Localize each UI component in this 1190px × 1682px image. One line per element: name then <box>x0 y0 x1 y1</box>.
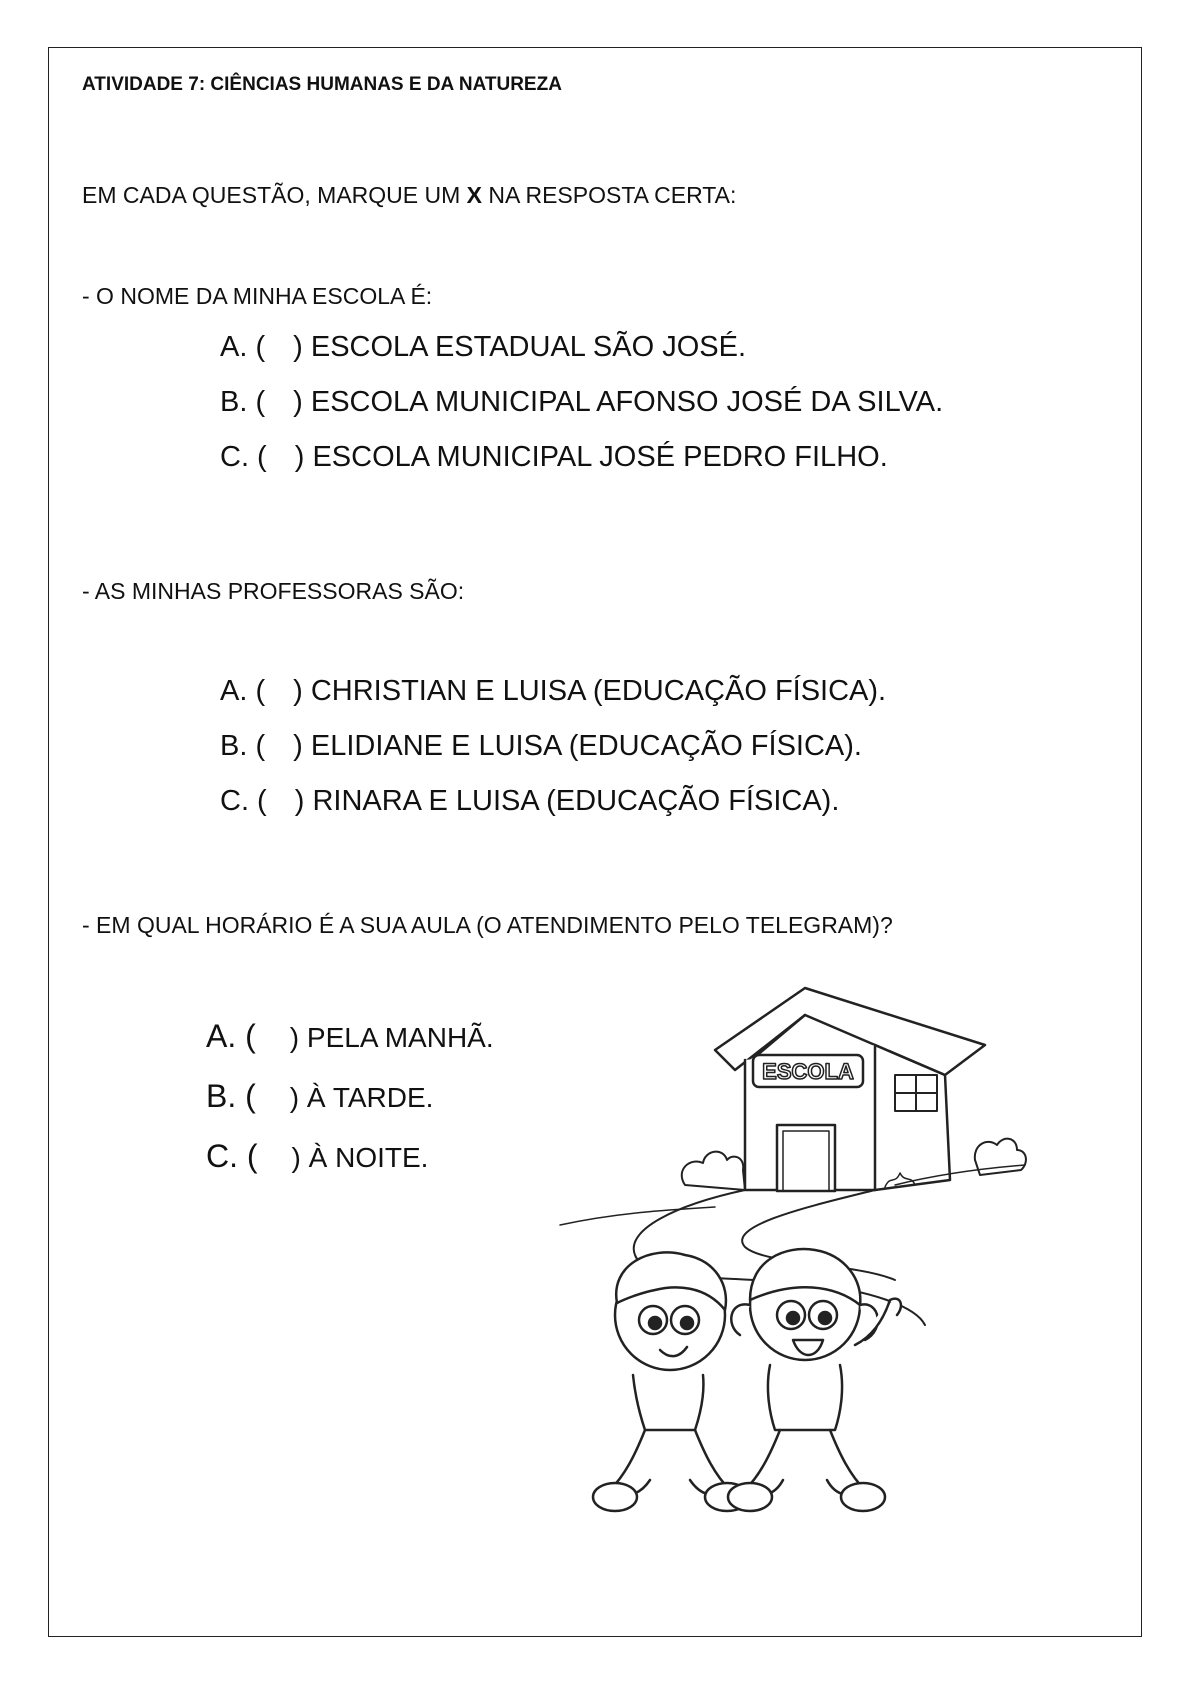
option-1c[interactable]: C. ( ) ESCOLA MUNICIPAL JOSÉ PEDRO FILHO. <box>220 441 888 473</box>
option-3c[interactable]: C. ( ) À NOITE. <box>206 1138 429 1174</box>
bush-left <box>682 1152 745 1190</box>
girl-illustration <box>728 1249 901 1511</box>
school-door <box>777 1125 835 1191</box>
question-1: - O NOME DA MINHA ESCOLA É: <box>82 283 433 309</box>
school-house <box>715 988 985 1191</box>
activity-title: ATIVIDADE 7: CIÊNCIAS HUMANAS E DA NATUREZA <box>82 74 562 95</box>
option-1a[interactable]: A. ( ) ESCOLA ESTADUAL SÃO JOSÉ. <box>220 331 746 363</box>
instruction <box>82 182 736 209</box>
school-sign-text: ESCOLA <box>762 1059 854 1084</box>
option-2b[interactable]: B. ( ) ELIDIANE E LUISA (EDUCAÇÃO FÍSICA). <box>220 730 862 762</box>
option-1b[interactable]: B. ( ) ESCOLA MUNICIPAL AFONSO JOSÉ DA SILVA. <box>220 386 944 418</box>
boy-illustration <box>593 1252 749 1511</box>
instruction-before: EM CADA QUESTÃO, MARQUE UM <box>82 182 467 208</box>
option-2a[interactable]: A. ( ) CHRISTIAN E LUISA (EDUCAÇÃO FÍSICA). <box>220 675 887 707</box>
option-2c[interactable]: C. ( ) RINARA E LUISA (EDUCAÇÃO FÍSICA). <box>220 785 840 817</box>
option-3a[interactable]: A. ( ) PELA MANHÃ. <box>206 1018 494 1054</box>
option-3b[interactable]: B. ( ) À TARDE. <box>206 1078 434 1114</box>
question-3: - EM QUAL HORÁRIO É A SUA AULA (O ATENDIMENTO PELO TELEGRAM)? <box>82 912 893 938</box>
question-2: - AS MINHAS PROFESSORAS SÃO: <box>82 578 465 604</box>
instruction-after: NA RESPOSTA CERTA: <box>482 182 737 208</box>
school-children-illustration <box>555 985 1055 1520</box>
instruction-x: X <box>466 182 482 208</box>
